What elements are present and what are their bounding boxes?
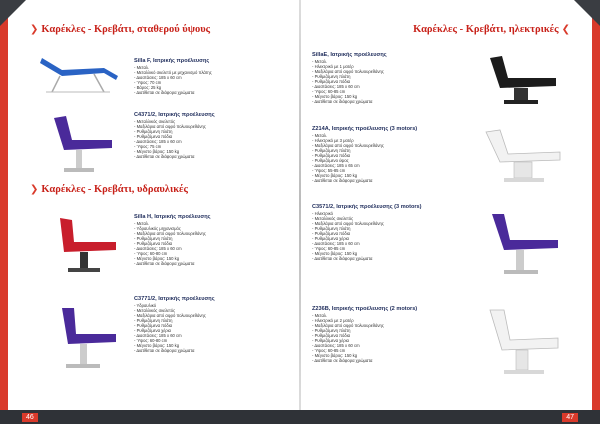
chair-image-silla-h: [38, 214, 122, 278]
spec-list: - Ηλεκτρικό - Μεταλλικός σκελετός - Μαξιλάρια από αφρό πολυουρεθάνης - Ρυθμιζόμενη πλάτη - Ρυθμιζόμενα πόδια - Ρυθμιζόμενα χέρια - Διαστάσεις: 185 x 60 cm - Ύψος: 60-85 cm - Μέγιστο βάρος: 150 kg - Διατίθεται σε διάφορα χρώματα: [312, 211, 422, 261]
section-title-hydraulic: ❯ Καρέκλες - Κρεβάτι, υδραυλικές: [30, 184, 188, 195]
product-name: C4371/2, Ιατρικής προέλευσης: [134, 112, 215, 118]
chair-cushion: [490, 310, 558, 350]
product-sillae: [312, 52, 387, 104]
chair-image-sillae: [480, 54, 566, 108]
chair-cushion: [486, 130, 560, 162]
spec-list: - Μεταλ. - Μεταλλικό σκελετό με μηχανισμό πλάτης - Διαστάσεις: 185 x 60 cm - Ύψος: 70 cm - Βάρος: 25 kg - Διατίθεται σε διάφορα χρώματα: [134, 65, 212, 95]
chair-cushion: [62, 308, 116, 344]
chair-image-c3771: [40, 304, 122, 374]
chair-image-c4371: [40, 110, 120, 176]
chair-cushion: [490, 56, 556, 88]
spec-list: - Μεταλ. - Υδραυλικός μηχανισμός - Μαξιλάρια από αφρό πολυουρεθάνης - Ρυθμιζόμενη πλάτη - Ρυθμιζόμενα πόδια - Διαστάσεις: 185 x 60 cm - Ύψος: 60-80 cm - Μέγιστο βάρος: 150 kg - Διατίθεται σε διάφορα χρώματα: [134, 221, 211, 266]
product-z214a: [312, 126, 417, 183]
product-z236b: [312, 306, 417, 363]
spec-list: - Υδραυλικό - Μεταλλικός σκελετός - Μαξιλάρια από αφρό πολυουρεθάνης - Ρυθμιζόμενη πλάτη - Ρυθμιζόμενα πόδια - Ρυθμιζόμενα χέρια - Διαστάσεις: 185 x 60 cm - Ύψος: 60-80 cm - Μέγιστο βάρος: 150 kg - Διατίθεται σε διάφορα χρώματα: [134, 303, 215, 353]
product-name: SillaE, Ιατρικής προέλευσης: [312, 52, 387, 58]
chair-image-z214a: [478, 126, 570, 190]
product-c3771: [134, 296, 215, 353]
chair-cushion: [40, 58, 118, 80]
chair-cushion: [54, 116, 112, 150]
chair-image-z236b: [478, 306, 568, 386]
chair-cushion: [60, 218, 116, 252]
chair-cushion: [492, 214, 558, 250]
chevron-left-icon: ❮: [561, 24, 570, 35]
chevron-right-icon: ❯: [30, 184, 39, 195]
section-title-fixed-height: ❯ Καρέκλες - Κρεβάτι, σταθερού ύψους: [30, 24, 211, 35]
product-name: Z214A, Ιατρικής προέλευσης (3 motors): [312, 126, 418, 132]
product-name: Z236B, Ιατρικής προέλευσης (2 motors): [312, 306, 418, 312]
section-title-electric: Καρέκλες - Κρεβάτι, ηλεκτρικές ❮: [413, 24, 570, 35]
top-right-corner: [574, 0, 600, 26]
top-left-corner: [0, 0, 26, 26]
page-number-right: 47: [562, 413, 578, 422]
product-silla-f: [134, 58, 212, 95]
product-name: Silla H, Ιατρικής προέλευσης: [134, 214, 211, 220]
product-name: Silla F, Ιατρικής προέλευσης: [134, 58, 210, 64]
left-red-band: [0, 0, 8, 424]
product-c3571: [312, 204, 422, 261]
page-gutter: [299, 0, 301, 410]
page-number-left: 46: [22, 413, 38, 422]
spec-list: - Μεταλ. - Ηλεκτρικό με 1 μοτέρ - Μαξιλάρια από αφρό πολυουρεθάνης - Ρυθμιζόμενη πλάτη - Ρυθμιζόμενα πόδια - Διαστάσεις: 185 x 60 cm - Ύψος: 60-85 cm - Μέγιστο βάρος: 150 kg - Διατίθεται σε διάφορα χρώματα: [312, 59, 387, 104]
product-name: C3771/2, Ιατρικής προέλευσης: [134, 296, 215, 302]
right-red-band: [592, 0, 600, 424]
product-c4371: [134, 112, 215, 159]
product-silla-h: [134, 214, 211, 266]
spec-list: - Μεταλ. - Ηλεκτρικό με 3 μοτέρ - Μαξιλάρια από αφρό πολυουρεθάνης - Ρυθμιζόμενη πλάτη - Ρυθμιζόμενα πόδια - Ρυθμιζόμενο ύψος - Διαστάσεις: 185 x 65 cm - Ύψος: 55-85 cm - Μέγιστο βάρος: 150 kg - Διατίθεται σε διάφορα χρώματα: [312, 133, 417, 183]
product-name: C3571/2, Ιατρικής προέλευσης (3 motors): [312, 204, 422, 210]
spec-list: - Μεταλλικός σκελετός - Μαξιλάρια από αφρό πολυουρεθάνης - Ρυθμιζόμενη πλάτη - Ρυθμιζόμενα πόδια - Διαστάσεις: 185 x 60 cm - Ύψος: 75 cm - Μέγιστο βάρος: 150 kg - Διατίθεται σε διάφορα χρώματα: [134, 119, 215, 159]
footer-bar: [0, 410, 600, 424]
chevron-right-icon: ❯: [30, 24, 39, 35]
chair-image-c3571: [484, 210, 566, 280]
chair-image-silla-f: [34, 46, 124, 96]
spec-list: - Μεταλ. - Ηλεκτρικό με 2 μοτέρ - Μαξιλάρια από αφρό πολυουρεθάνης - Ρυθμιζόμενη πλάτη - Ρυθμιζόμενα πόδια - Ρυθμιζόμενα χέρια - Διαστάσεις: 185 x 60 cm - Ύψος: 60-85 cm - Μέγιστο βάρος: 150 kg - Διατίθεται σε διάφορα χρώματα: [312, 313, 417, 363]
